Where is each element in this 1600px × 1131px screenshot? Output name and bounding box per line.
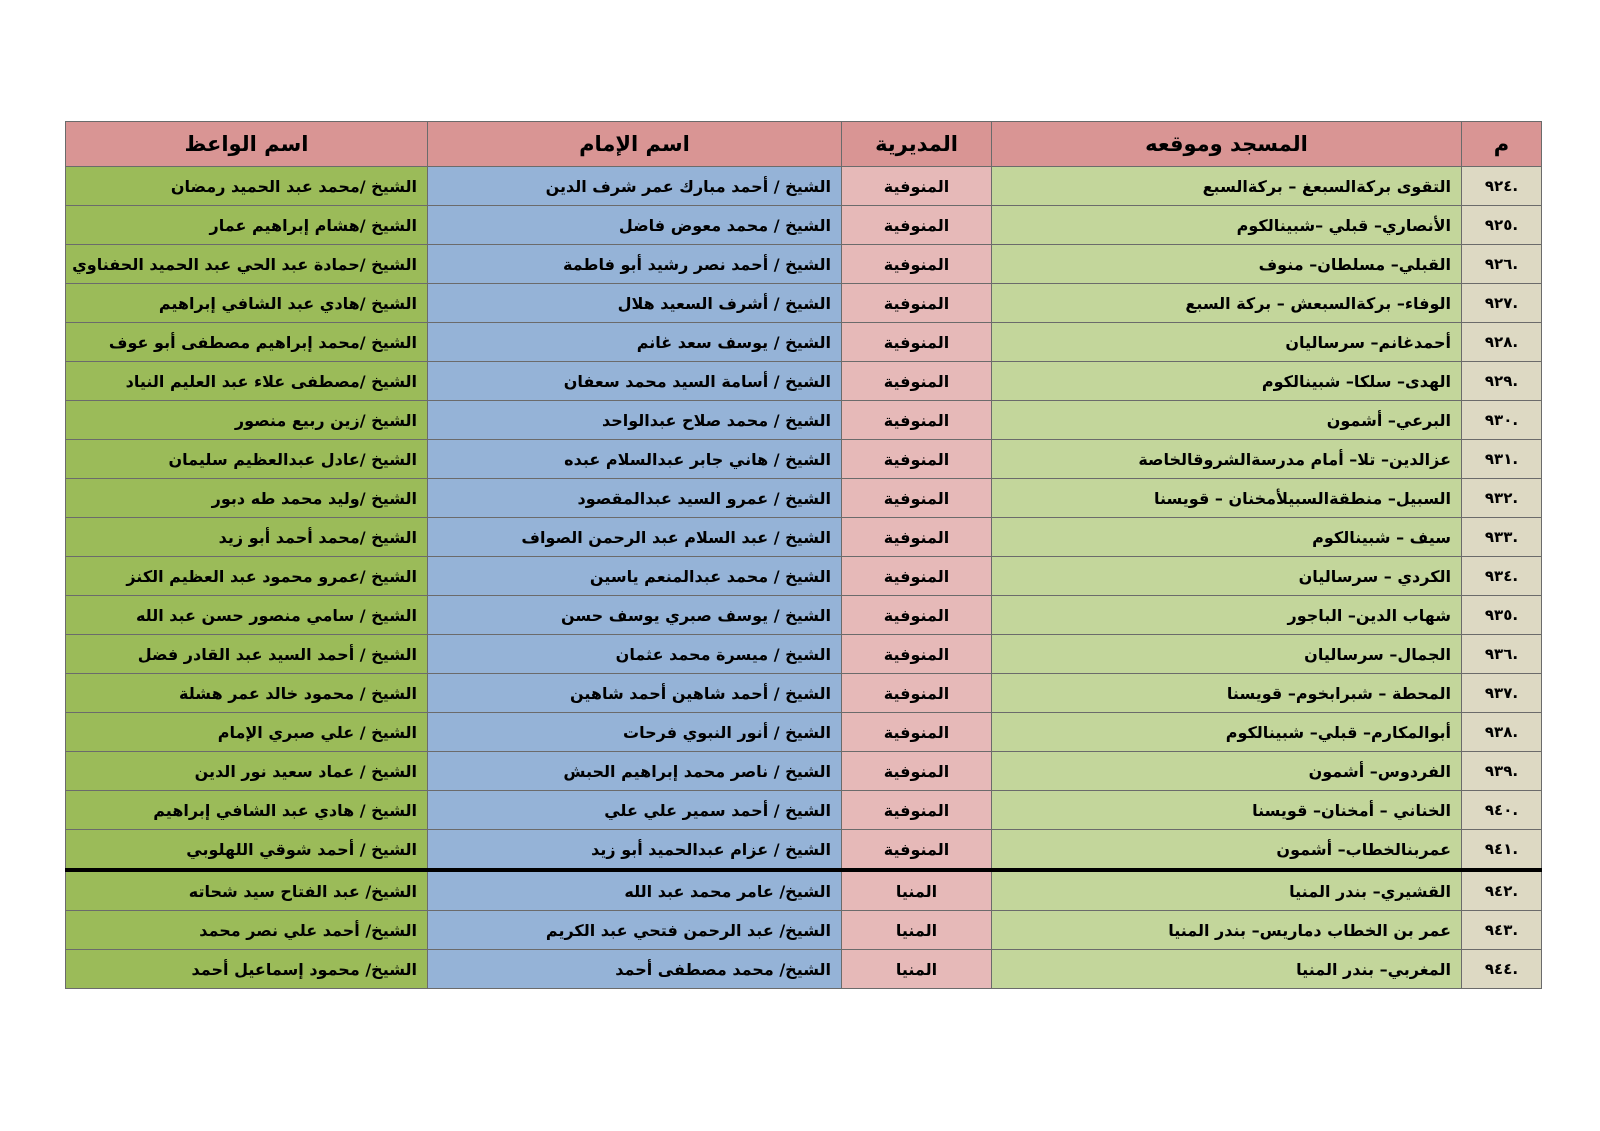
header-num: م bbox=[1462, 122, 1542, 167]
directorate-cell: المنوفية bbox=[842, 362, 992, 401]
preacher-cell: الشيخ / أحمد السيد عبد القادر فضل bbox=[66, 635, 428, 674]
directorate-cell: المنوفية bbox=[842, 401, 992, 440]
row-number: .٩٤٣ bbox=[1462, 911, 1542, 950]
directorate-cell: المنوفية bbox=[842, 635, 992, 674]
row-number: .٩٣٢ bbox=[1462, 479, 1542, 518]
header-directorate: المديرية bbox=[842, 122, 992, 167]
table-row bbox=[66, 950, 1542, 989]
table-row bbox=[66, 362, 1542, 401]
row-number: .٩٣١ bbox=[1462, 440, 1542, 479]
mosque-cell: الجمال– سرساليان bbox=[992, 635, 1462, 674]
mosque-cell: سيف – شبينالكوم bbox=[992, 518, 1462, 557]
table-row bbox=[66, 206, 1542, 245]
header-preacher: اسم الواعظ bbox=[66, 122, 428, 167]
mosque-cell: أبوالمكارم– قبلي– شبينالكوم bbox=[992, 713, 1462, 752]
table-header-row bbox=[66, 122, 1542, 167]
imam-cell: الشيخ/ محمد مصطفى أحمد bbox=[428, 950, 842, 989]
directorate-cell: المنوفية bbox=[842, 323, 992, 362]
imam-cell: الشيخ / عزام عبدالحميد أبو زيد bbox=[428, 830, 842, 871]
imam-cell: الشيخ / أحمد نصر رشيد أبو فاطمة bbox=[428, 245, 842, 284]
table-row bbox=[66, 791, 1542, 830]
row-number: .٩٢٦ bbox=[1462, 245, 1542, 284]
mosque-cell: الفردوس– أشمون bbox=[992, 752, 1462, 791]
preacher-cell: الشيخ / محمود خالد عمر هشلة bbox=[66, 674, 428, 713]
table-row bbox=[66, 635, 1542, 674]
mosque-cell: الخناني – أمخنان– قويسنا bbox=[992, 791, 1462, 830]
imam-cell: الشيخ / يوسف سعد غانم bbox=[428, 323, 842, 362]
imam-cell: الشيخ / هاني جابر عبدالسلام عبده bbox=[428, 440, 842, 479]
preacher-cell: الشيخ / هادي عبد الشافي إبراهيم bbox=[66, 791, 428, 830]
directorate-cell: المنوفية bbox=[842, 440, 992, 479]
mosques-table bbox=[65, 121, 1542, 989]
row-number: .٩٤٠ bbox=[1462, 791, 1542, 830]
row-number: .٩٣٤ bbox=[1462, 557, 1542, 596]
mosque-cell: القبلي– مسلطان– منوف bbox=[992, 245, 1462, 284]
mosque-cell: عمربنالخطاب– أشمون bbox=[992, 830, 1462, 871]
table-row bbox=[66, 401, 1542, 440]
directorate-cell: المنوفية bbox=[842, 479, 992, 518]
imam-cell: الشيخ / أحمد مبارك عمر شرف الدين bbox=[428, 167, 842, 206]
imam-cell: الشيخ / ناصر محمد إبراهيم الحبش bbox=[428, 752, 842, 791]
imam-cell: الشيخ / محمد معوض فاضل bbox=[428, 206, 842, 245]
directorate-cell: المنوفية bbox=[842, 206, 992, 245]
row-number: .٩٣٩ bbox=[1462, 752, 1542, 791]
preacher-cell: الشيخ/ عبد الفتاح سيد شحاته bbox=[66, 870, 428, 911]
directorate-cell: المنوفية bbox=[842, 557, 992, 596]
table-row bbox=[66, 713, 1542, 752]
mosque-cell: عمر بن الخطاب دماريس– بندر المنيا bbox=[992, 911, 1462, 950]
table-row bbox=[66, 284, 1542, 323]
preacher-cell: الشيخ /عمرو محمود عبد العظيم الكنز bbox=[66, 557, 428, 596]
directorate-cell: المنوفية bbox=[842, 752, 992, 791]
mosque-cell: المحطة – شبرابخوم– قويسنا bbox=[992, 674, 1462, 713]
imam-cell: الشيخ / أنور النبوي فرحات bbox=[428, 713, 842, 752]
row-number: .٩٢٥ bbox=[1462, 206, 1542, 245]
mosque-cell: أحمدغانم– سرساليان bbox=[992, 323, 1462, 362]
directorate-cell: المنوفية bbox=[842, 245, 992, 284]
imam-cell: الشيخ / ميسرة محمد عثمان bbox=[428, 635, 842, 674]
preacher-cell: الشيخ /هادي عبد الشافي إبراهيم bbox=[66, 284, 428, 323]
preacher-cell: الشيخ /مصطفى علاء عبد العليم النياد bbox=[66, 362, 428, 401]
mosque-cell: عزالدين– تلا– أمام مدرسةالشروقالخاصة bbox=[992, 440, 1462, 479]
mosque-cell: الكردي – سرساليان bbox=[992, 557, 1462, 596]
row-number: .٩٢٧ bbox=[1462, 284, 1542, 323]
row-number: .٩٣٦ bbox=[1462, 635, 1542, 674]
row-number: .٩٤٤ bbox=[1462, 950, 1542, 989]
directorate-cell: المنوفية bbox=[842, 791, 992, 830]
directorate-cell: المنوفية bbox=[842, 713, 992, 752]
imam-cell: الشيخ / عمرو السيد عبدالمقصود bbox=[428, 479, 842, 518]
preacher-cell: الشيخ /حمادة عبد الحي عبد الحميد الحفناوي bbox=[66, 245, 428, 284]
directorate-cell: المنيا bbox=[842, 950, 992, 989]
table-row bbox=[66, 674, 1542, 713]
preacher-cell: الشيخ /محمد إبراهيم مصطفى أبو عوف bbox=[66, 323, 428, 362]
table-row bbox=[66, 479, 1542, 518]
preacher-cell: الشيخ / أحمد شوقي اللهلوبي bbox=[66, 830, 428, 871]
header-mosque: المسجد وموقعه bbox=[992, 122, 1462, 167]
directorate-cell: المنوفية bbox=[842, 518, 992, 557]
directorate-cell: المنيا bbox=[842, 870, 992, 911]
preacher-cell: الشيخ / سامي منصور حسن عبد الله bbox=[66, 596, 428, 635]
preacher-cell: الشيخ / عماد سعيد نور الدين bbox=[66, 752, 428, 791]
directorate-cell: المنيا bbox=[842, 911, 992, 950]
row-number: .٩٢٩ bbox=[1462, 362, 1542, 401]
directorate-cell: المنوفية bbox=[842, 284, 992, 323]
preacher-cell: الشيخ/ أحمد علي نصر محمد bbox=[66, 911, 428, 950]
mosque-cell: البرعي– أشمون bbox=[992, 401, 1462, 440]
preacher-cell: الشيخ /زين ربيع منصور bbox=[66, 401, 428, 440]
imam-cell: الشيخ / محمد عبدالمنعم ياسين bbox=[428, 557, 842, 596]
imam-cell: الشيخ / محمد صلاح عبدالواحد bbox=[428, 401, 842, 440]
preacher-cell: الشيخ /محمد عبد الحميد رمضان bbox=[66, 167, 428, 206]
row-number: .٩٤٢ bbox=[1462, 870, 1542, 911]
mosque-cell: القشيري– بندر المنيا bbox=[992, 870, 1462, 911]
row-number: .٩٣٣ bbox=[1462, 518, 1542, 557]
imam-cell: الشيخ/ عبد الرحمن فتحي عبد الكريم bbox=[428, 911, 842, 950]
table-row bbox=[66, 596, 1542, 635]
mosque-cell: الهدى– سلكا– شبينالكوم bbox=[992, 362, 1462, 401]
imam-cell: الشيخ/ عامر محمد عبد الله bbox=[428, 870, 842, 911]
table-body bbox=[66, 167, 1542, 989]
directorate-cell: المنوفية bbox=[842, 830, 992, 871]
imam-cell: الشيخ / عبد السلام عبد الرحمن الصواف bbox=[428, 518, 842, 557]
mosque-cell: الوفاء– بركةالسبعش – بركة السبع bbox=[992, 284, 1462, 323]
imam-cell: الشيخ / أحمد شاهين أحمد شاهين bbox=[428, 674, 842, 713]
imam-cell: الشيخ / يوسف صبري يوسف حسن bbox=[428, 596, 842, 635]
preacher-cell: الشيخ /هشام إبراهيم عمار bbox=[66, 206, 428, 245]
table-row bbox=[66, 440, 1542, 479]
row-number: .٩٣٥ bbox=[1462, 596, 1542, 635]
imam-cell: الشيخ / أشرف السعيد هلال bbox=[428, 284, 842, 323]
table-row bbox=[66, 245, 1542, 284]
mosque-cell: شهاب الدين– الباجور bbox=[992, 596, 1462, 635]
directorate-cell: المنوفية bbox=[842, 674, 992, 713]
table-row bbox=[66, 752, 1542, 791]
mosque-cell: التقوى بركةالسبعغ – بركةالسبع bbox=[992, 167, 1462, 206]
imam-cell: الشيخ / أسامة السيد محمد سعفان bbox=[428, 362, 842, 401]
table-row bbox=[66, 870, 1542, 911]
table-row bbox=[66, 518, 1542, 557]
mosque-cell: السبيل– منطقةالسبيلأمخنان – قويسنا bbox=[992, 479, 1462, 518]
preacher-cell: الشيخ / علي صبري الإمام bbox=[66, 713, 428, 752]
preacher-cell: الشيخ/ محمود إسماعيل أحمد bbox=[66, 950, 428, 989]
row-number: .٩٣٨ bbox=[1462, 713, 1542, 752]
preacher-cell: الشيخ /محمد أحمد أبو زيد bbox=[66, 518, 428, 557]
table-row bbox=[66, 911, 1542, 950]
table-row bbox=[66, 323, 1542, 362]
row-number: .٩٣٠ bbox=[1462, 401, 1542, 440]
mosque-cell: المغربي– بندر المنيا bbox=[992, 950, 1462, 989]
row-number: .٩٢٤ bbox=[1462, 167, 1542, 206]
mosque-cell: الأنصاري– قبلي –شبينالكوم bbox=[992, 206, 1462, 245]
preacher-cell: الشيخ /وليد محمد طه دبور bbox=[66, 479, 428, 518]
row-number: .٩٣٧ bbox=[1462, 674, 1542, 713]
row-number: .٩٤١ bbox=[1462, 830, 1542, 871]
directorate-cell: المنوفية bbox=[842, 167, 992, 206]
table-row bbox=[66, 167, 1542, 206]
table-row bbox=[66, 557, 1542, 596]
row-number: .٩٢٨ bbox=[1462, 323, 1542, 362]
imam-cell: الشيخ / أحمد سمير علي علي bbox=[428, 791, 842, 830]
header-imam: اسم الإمام bbox=[428, 122, 842, 167]
preacher-cell: الشيخ /عادل عبدالعظيم سليمان bbox=[66, 440, 428, 479]
table-row bbox=[66, 830, 1542, 871]
directorate-cell: المنوفية bbox=[842, 596, 992, 635]
